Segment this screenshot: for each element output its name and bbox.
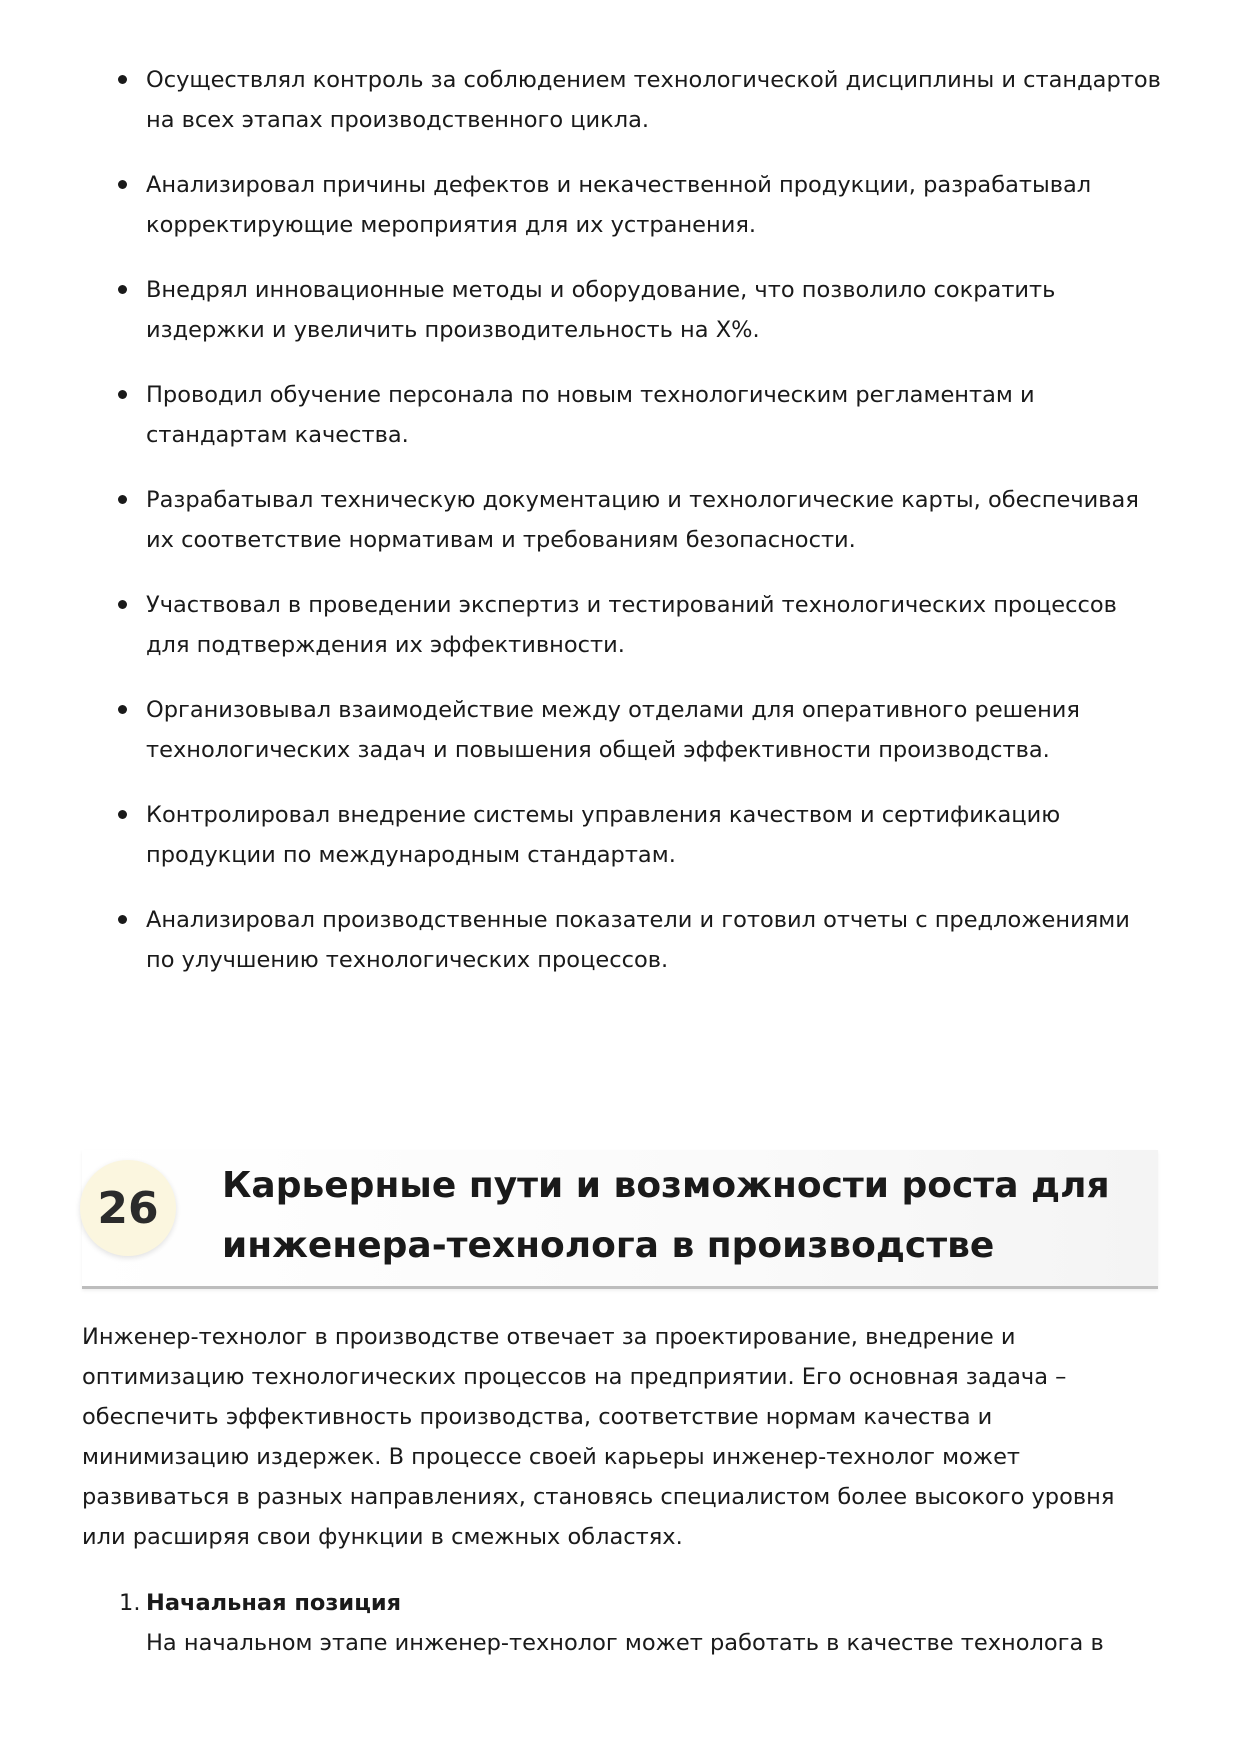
numbered-list (112, 1583, 1162, 1663)
list-item: Контролировал внедрение системы управления качеством и сертификацию продукции по международным стандартам. (112, 795, 1162, 875)
list-item: Разрабатывал техническую документацию и технологические карты, обеспечивая их соответствие нормативам и требованиям безопасности. (112, 480, 1162, 560)
list-item: Внедрял инновационные методы и оборудование, что позволило сократить издержки и увеличить производительность на X%. (112, 270, 1162, 350)
item-text: На начальном этапе инженер-технолог может работать в качестве технолога в (146, 1630, 1104, 1656)
bullet-list (112, 60, 1162, 1005)
list-item: Проводил обучение персонала по новым технологическим регламентам и стандартам качества. (112, 375, 1162, 455)
section-title-line-2: инженера-технолога в производстве (222, 1225, 995, 1266)
list-item: Участвовал в проведении экспертиз и тестирований технологических процессов для подтверждения их эффективности. (112, 585, 1162, 665)
section-number-badge: 26 (80, 1160, 176, 1256)
list-item: Анализировал производственные показатели и готовил отчеты с предложениями по улучшению технологических процессов. (112, 900, 1162, 980)
list-item: Анализировал причины дефектов и некачественной продукции, разрабатывал корректирующие мероприятия для их устранения. (112, 165, 1162, 245)
intro-paragraph: Инженер-технолог в производстве отвечает за проектирование, внедрение и оптимизацию технологических процессов на предприятии. Его основная задача – обеспечить эффективность производства, соответствие нормам качества и минимизацию издержек. В процессе своей карьеры инженер-технолог может развиваться в разных направлениях, становясь специалистом более высокого уровня или расширяя свои функции в смежных областях. (82, 1324, 1115, 1550)
list-item: Осуществлял контроль за соблюдением технологической дисциплины и стандартов на всех этапах производственного цикла. (112, 60, 1162, 140)
item-title: Начальная позиция (146, 1590, 402, 1616)
section-title (222, 1156, 1122, 1276)
list-item: Организовывал взаимодействие между отделами для оперативного решения технологических задач и повышения общей эффективности производства. (112, 690, 1162, 770)
section-title-line-1: Карьерные пути и возможности роста для (222, 1165, 1110, 1206)
numbered-list-item (112, 1583, 1162, 1663)
list-number: 1. (119, 1590, 141, 1616)
